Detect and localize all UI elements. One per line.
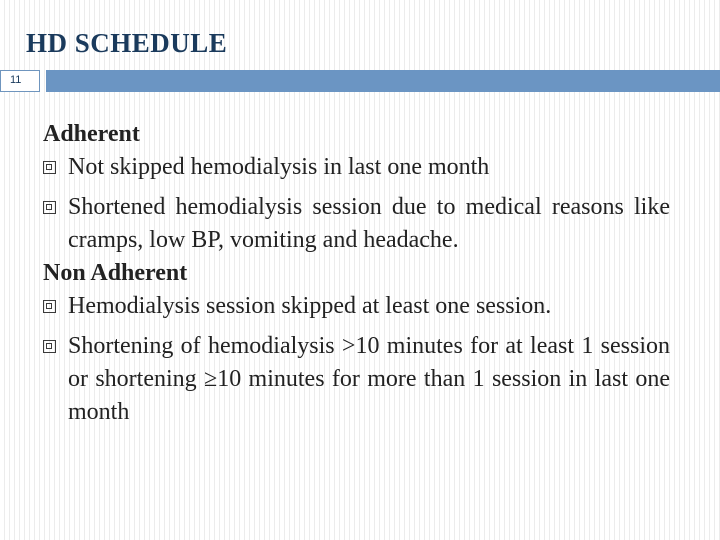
list-item-text: Hemodialysis session skipped at least one session.: [68, 293, 552, 319]
list-item: [43, 290, 670, 323]
page-number: 11: [0, 70, 40, 92]
square-bullet-icon: [43, 340, 56, 353]
list-item-text: Not skipped hemodialysis in last one month: [68, 154, 490, 180]
accent-bar: [46, 70, 720, 92]
section-heading-adherent: Adherent: [43, 121, 140, 147]
adherent-list: [43, 151, 670, 257]
section-heading-non-adherent: Non Adherent: [43, 260, 188, 286]
non-adherent-list: [43, 290, 670, 429]
header-bar: [0, 70, 720, 92]
square-bullet-icon: [43, 300, 56, 313]
square-bullet-icon: [43, 161, 56, 174]
slide-title: HD SCHEDULE: [26, 28, 228, 58]
list-item-text: Shortened hemodialysis session due to medical reasons like cramps, low BP, vomiting and headache.: [68, 194, 670, 253]
list-item: [43, 151, 670, 184]
slide-content: [43, 118, 670, 429]
list-item: [43, 330, 670, 429]
list-item: [43, 191, 670, 257]
square-bullet-icon: [43, 201, 56, 214]
list-item-text: Shortening of hemodialysis >10 minutes for at least 1 session or shortening ≥10 minutes for more than 1 session in last one month: [68, 333, 670, 425]
